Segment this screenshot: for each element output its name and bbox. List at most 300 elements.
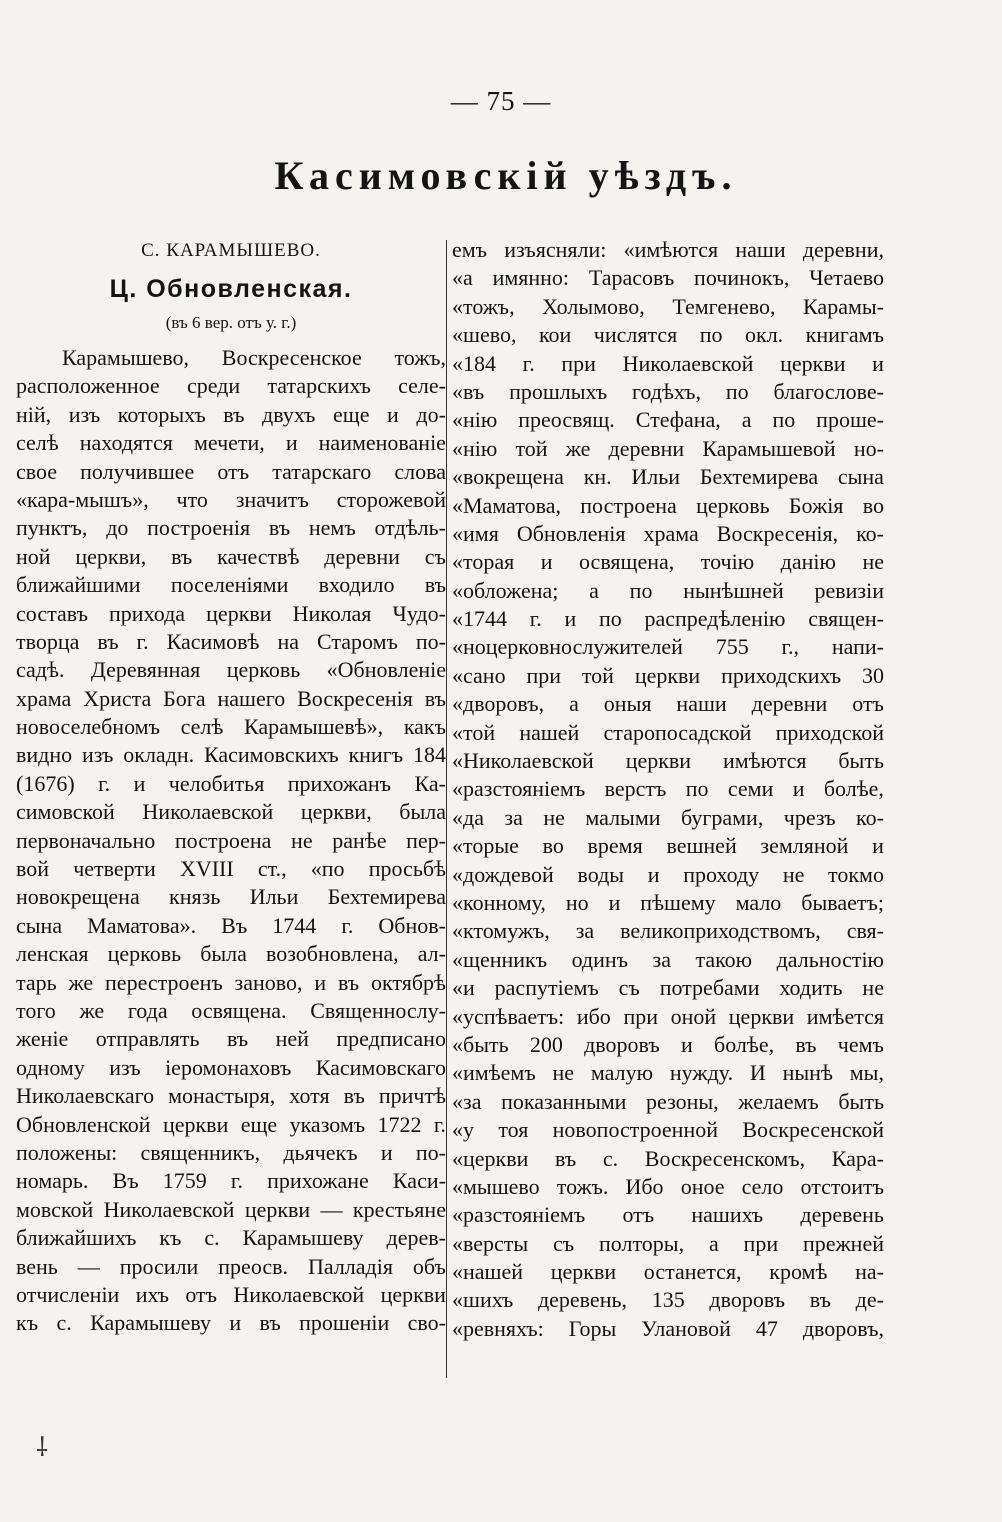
text-word: мало bbox=[735, 889, 782, 915]
text-word: оной bbox=[670, 1003, 717, 1029]
text-word: качествѣ bbox=[217, 543, 300, 569]
text-word: проше- bbox=[816, 407, 884, 433]
text-word: малую bbox=[590, 1060, 654, 1086]
text-word: и bbox=[647, 861, 660, 887]
text-word: симовской bbox=[16, 799, 115, 825]
text-word: пунктъ, bbox=[16, 515, 88, 541]
text-line bbox=[16, 912, 446, 940]
text-word: «щенникъ bbox=[452, 946, 548, 972]
text-word: творца bbox=[16, 628, 80, 654]
text-word: буграми, bbox=[680, 804, 764, 830]
text-word: «тожъ, bbox=[452, 293, 515, 319]
text-word: церкви, bbox=[300, 799, 372, 825]
text-word: Божія bbox=[788, 492, 844, 518]
text-word: Карамы- bbox=[803, 293, 884, 319]
text-word: Карамышеву bbox=[90, 1310, 212, 1336]
text-line bbox=[452, 293, 884, 321]
text-word: сына bbox=[837, 464, 884, 490]
text-word: по bbox=[772, 407, 796, 433]
text-word: построена bbox=[174, 827, 272, 853]
text-word: находятся bbox=[79, 430, 173, 456]
text-word: и bbox=[387, 401, 399, 427]
text-word: прошеніи bbox=[299, 1310, 390, 1336]
text-word: того bbox=[16, 997, 56, 1023]
text-word: (1676) bbox=[16, 770, 75, 796]
text-word: которыхъ bbox=[117, 401, 206, 427]
text-word: «обложена; bbox=[452, 577, 559, 603]
text-word: сына bbox=[16, 912, 63, 938]
text-line bbox=[16, 656, 446, 684]
text-word: церкви bbox=[162, 1111, 229, 1137]
text-word: распутіемъ bbox=[494, 975, 599, 1001]
text-word: предписано bbox=[336, 1026, 446, 1052]
text-word: Тарасовъ bbox=[588, 265, 675, 291]
text-word: «конному, bbox=[452, 889, 546, 915]
text-word: октябрѣ bbox=[371, 969, 446, 995]
text-word: селе- bbox=[398, 373, 446, 399]
text-word: приходской bbox=[775, 719, 884, 745]
text-word: крестьяне bbox=[352, 1196, 446, 1222]
text-line bbox=[16, 1224, 446, 1252]
text-line bbox=[452, 1003, 884, 1031]
text-line bbox=[452, 548, 884, 576]
text-word: отъ bbox=[622, 1202, 655, 1228]
text-word: въ bbox=[268, 515, 291, 541]
text-word: заново, bbox=[234, 969, 303, 995]
column-divider bbox=[446, 240, 447, 1378]
text-word: время bbox=[587, 833, 643, 859]
text-line bbox=[16, 1111, 446, 1139]
text-word: старопосадской bbox=[603, 719, 752, 745]
text-line bbox=[16, 628, 446, 656]
text-word: нынѣ bbox=[782, 1060, 833, 1086]
text-line bbox=[16, 1139, 446, 1167]
text-word: до bbox=[106, 515, 129, 541]
text-word: Воскресенія bbox=[297, 685, 413, 711]
text-word: быть bbox=[838, 1088, 884, 1114]
text-word: четверти bbox=[73, 856, 156, 882]
text-word: Чудо- bbox=[392, 600, 446, 626]
page-title: Касимовскій уѣздъ. bbox=[274, 153, 738, 198]
text-word: церкви, bbox=[75, 543, 147, 569]
text-line bbox=[452, 1116, 884, 1144]
text-word: оное bbox=[680, 1173, 725, 1199]
text-word: новоселебномъ bbox=[16, 714, 160, 740]
text-word: вень bbox=[16, 1253, 58, 1279]
text-line bbox=[452, 378, 884, 406]
text-word: но- bbox=[853, 435, 884, 461]
text-word: одинъ bbox=[571, 946, 629, 972]
text-word: преосвящ. bbox=[518, 407, 615, 433]
text-word: ній, bbox=[16, 401, 52, 427]
text-word: къ bbox=[159, 1225, 182, 1251]
village-heading: С. КАРАМЫШЕВО. bbox=[141, 240, 321, 261]
text-word: церковь bbox=[226, 657, 301, 683]
text-word: въ bbox=[424, 685, 446, 711]
text-line bbox=[452, 435, 884, 463]
text-line bbox=[16, 685, 446, 713]
text-word: съ bbox=[618, 975, 640, 1001]
text-line bbox=[452, 1173, 884, 1201]
text-word: церкви bbox=[634, 662, 701, 688]
text-word: не bbox=[543, 804, 565, 830]
text-word: нашего bbox=[217, 685, 286, 711]
text-word: «Обновленіе bbox=[326, 657, 446, 683]
text-word: ибо bbox=[576, 1003, 611, 1029]
text-word: такою bbox=[695, 946, 753, 972]
text-word: въ bbox=[809, 1287, 831, 1313]
text-word: с. bbox=[56, 1310, 72, 1336]
text-word: кн. bbox=[583, 464, 612, 490]
text-word: мы, bbox=[849, 1060, 884, 1086]
text-word: Ка- bbox=[414, 770, 446, 796]
text-word: числятся bbox=[593, 322, 678, 348]
text-word: по- bbox=[415, 628, 446, 654]
text-word: по bbox=[629, 577, 653, 603]
text-word: монастыря, bbox=[168, 1083, 276, 1109]
text-word: «торая bbox=[452, 549, 515, 575]
text-word: — bbox=[320, 1196, 343, 1222]
text-word: Обновленія bbox=[516, 520, 626, 546]
text-word: дьячекъ bbox=[283, 1139, 358, 1165]
text-word: получившее bbox=[80, 458, 195, 484]
text-word: «кара-мышъ», bbox=[16, 486, 149, 512]
text-line bbox=[452, 406, 884, 434]
text-word: тоя bbox=[498, 1117, 529, 1143]
text-line bbox=[452, 946, 884, 974]
text-word: «а bbox=[452, 265, 473, 291]
text-word: 200 bbox=[529, 1031, 563, 1057]
text-word: деревень bbox=[800, 1202, 884, 1228]
text-word: изъ bbox=[109, 1054, 141, 1080]
text-word: а bbox=[741, 407, 752, 433]
text-word: пер- bbox=[406, 827, 446, 853]
text-word: «да bbox=[452, 804, 484, 830]
text-line bbox=[452, 832, 884, 860]
text-line bbox=[452, 633, 884, 661]
text-word: 184 bbox=[412, 742, 446, 768]
text-word: 1722 bbox=[377, 1111, 422, 1137]
text-word: селѣ bbox=[180, 714, 224, 740]
text-word: имѣется bbox=[806, 1003, 884, 1029]
text-word: номарь. bbox=[16, 1168, 89, 1194]
text-word: года bbox=[127, 997, 168, 1023]
text-word: «сано bbox=[452, 662, 506, 688]
text-word: «ктомужъ, bbox=[452, 918, 550, 944]
text-word: «мышево bbox=[452, 1173, 540, 1199]
text-word: «дворовъ, bbox=[452, 691, 545, 717]
text-word: при bbox=[526, 662, 561, 688]
text-line bbox=[452, 1230, 884, 1258]
text-word: отъ bbox=[852, 691, 884, 717]
text-word: церкви bbox=[728, 1003, 795, 1029]
text-line bbox=[16, 1167, 446, 1195]
text-word: Четаево bbox=[809, 265, 884, 291]
text-word: г., bbox=[781, 634, 800, 660]
text-word: ко- bbox=[856, 804, 884, 830]
text-word: Бехтемирева bbox=[327, 884, 446, 910]
text-word: кои bbox=[538, 322, 572, 348]
text-word: вой bbox=[16, 856, 50, 882]
text-word: деревни, bbox=[802, 237, 884, 262]
text-word: не bbox=[291, 827, 313, 853]
text-word: къ bbox=[16, 1310, 39, 1336]
text-line bbox=[16, 1309, 446, 1337]
text-word: церковь bbox=[696, 492, 770, 518]
text-line bbox=[452, 662, 884, 690]
text-word: Ильи bbox=[249, 884, 299, 910]
text-line bbox=[16, 514, 446, 542]
text-word: дворовъ bbox=[709, 1287, 786, 1313]
text-word: «версты bbox=[452, 1230, 529, 1256]
text-word: тарь bbox=[16, 969, 57, 995]
text-line bbox=[16, 372, 446, 400]
text-word: ревизіи bbox=[814, 577, 884, 603]
text-word: благослове- bbox=[773, 378, 884, 404]
text-word: «въ bbox=[452, 378, 485, 404]
text-word: книгъ bbox=[348, 742, 404, 768]
text-word: свое bbox=[16, 458, 58, 484]
text-word: распредѣленію bbox=[644, 606, 786, 632]
text-word: село bbox=[741, 1173, 784, 1199]
text-word: освящена, bbox=[579, 549, 675, 575]
text-word: сторожевой bbox=[336, 486, 446, 512]
text-line bbox=[16, 770, 446, 798]
text-word: «дождевой bbox=[452, 861, 554, 887]
text-word: имѣются bbox=[722, 748, 807, 774]
text-word: — bbox=[77, 1253, 100, 1279]
text-word: первоначально bbox=[16, 827, 156, 853]
text-line bbox=[16, 429, 446, 457]
text-word: а bbox=[589, 577, 599, 603]
text-word: и bbox=[540, 549, 553, 575]
text-word: «той bbox=[452, 719, 496, 745]
text-line bbox=[16, 344, 446, 372]
text-word: положены: bbox=[16, 1139, 118, 1165]
text-word: новопостроенной bbox=[552, 1117, 718, 1143]
text-word: перестроенъ bbox=[105, 969, 223, 995]
text-line bbox=[452, 1031, 884, 1059]
text-word: по- bbox=[415, 1139, 446, 1165]
text-word: въ bbox=[223, 401, 245, 427]
text-word: Темгенево, bbox=[672, 293, 776, 319]
text-word: отдѣль- bbox=[374, 515, 446, 541]
text-word: Обновленской bbox=[16, 1111, 151, 1137]
text-word: Воскресенской bbox=[742, 1117, 884, 1143]
text-word: за bbox=[575, 918, 595, 944]
text-word: дерев- bbox=[386, 1225, 446, 1251]
text-line bbox=[452, 321, 884, 349]
text-word: причтѣ bbox=[378, 1083, 446, 1109]
text-line bbox=[452, 889, 884, 917]
text-word: церкви bbox=[625, 748, 692, 774]
text-word: ближайшими bbox=[16, 572, 141, 598]
text-line bbox=[452, 861, 884, 889]
text-word: по bbox=[598, 606, 622, 632]
text-word: еще bbox=[332, 401, 370, 427]
text-word: полторы, bbox=[599, 1230, 685, 1256]
text-word: татарскаго bbox=[272, 458, 372, 484]
text-word: «торые bbox=[452, 833, 519, 859]
text-line bbox=[452, 747, 884, 775]
text-word: г. bbox=[98, 770, 111, 796]
text-word: болѣе, bbox=[714, 1031, 775, 1057]
text-word: Въ bbox=[112, 1168, 139, 1194]
text-word: Николаевской bbox=[103, 1196, 235, 1222]
text-word: ранѣе bbox=[332, 827, 387, 853]
text-word: Деревянная bbox=[90, 657, 201, 683]
text-word: свя- bbox=[846, 918, 884, 944]
text-line bbox=[16, 543, 446, 571]
text-word: составъ bbox=[16, 600, 88, 626]
text-word: немъ bbox=[308, 515, 356, 541]
text-word: челобитья bbox=[168, 770, 265, 796]
text-word: по bbox=[725, 378, 749, 404]
text-line bbox=[16, 486, 446, 514]
text-word: Карамышево, bbox=[62, 345, 190, 370]
text-word: «у bbox=[452, 1117, 474, 1143]
text-word: а bbox=[569, 691, 579, 717]
text-word: во bbox=[542, 833, 564, 859]
text-word: въ bbox=[226, 1026, 249, 1052]
text-word: женіе bbox=[16, 1026, 69, 1052]
text-word: данію bbox=[780, 549, 836, 575]
text-word: Николаевской bbox=[142, 799, 274, 825]
text-word: Карамышеву bbox=[242, 1225, 364, 1251]
text-line bbox=[16, 827, 446, 855]
text-line bbox=[452, 463, 884, 491]
text-word: и bbox=[680, 1031, 693, 1057]
text-word: въ bbox=[424, 572, 446, 598]
text-line bbox=[452, 492, 884, 520]
text-word: татарскихъ bbox=[267, 373, 371, 399]
text-word: быть bbox=[838, 748, 884, 774]
text-line bbox=[16, 713, 446, 741]
text-word: бываетъ; bbox=[801, 889, 884, 915]
text-line bbox=[452, 917, 884, 945]
text-word: кромѣ bbox=[769, 1259, 828, 1285]
text-word: «Николаевской bbox=[452, 748, 594, 774]
text-word: освящена. bbox=[191, 997, 287, 1023]
text-word: одному bbox=[16, 1054, 85, 1080]
text-word: указомъ bbox=[289, 1111, 366, 1137]
text-word: Ильи bbox=[631, 464, 681, 490]
text-word: «имѣются bbox=[623, 237, 719, 262]
text-word: Николаевскаго bbox=[16, 1083, 155, 1109]
text-word: прихода bbox=[109, 600, 186, 626]
text-word: прихожане bbox=[267, 1168, 369, 1194]
text-line bbox=[452, 1201, 884, 1229]
text-word: «шево, bbox=[452, 322, 517, 348]
text-word: во bbox=[862, 492, 884, 518]
text-word: мовской bbox=[16, 1196, 94, 1222]
text-line bbox=[452, 1059, 884, 1087]
text-line bbox=[16, 1082, 446, 1110]
text-word: селѣ bbox=[16, 430, 59, 456]
text-word: изъ bbox=[68, 401, 101, 427]
text-word: и bbox=[872, 833, 884, 859]
text-word: 1759 bbox=[162, 1168, 207, 1194]
text-word: чрезъ bbox=[783, 804, 836, 830]
text-word: еще bbox=[240, 1111, 278, 1137]
text-word: тожъ. bbox=[556, 1173, 609, 1199]
text-word: Воскресенія, bbox=[716, 520, 839, 546]
text-word: и bbox=[229, 1310, 242, 1336]
text-word: верстъ bbox=[604, 776, 667, 802]
text-word: при bbox=[743, 1230, 779, 1256]
text-line bbox=[452, 605, 884, 633]
text-word: князь bbox=[169, 884, 221, 910]
text-word: по bbox=[699, 322, 723, 348]
text-word: Обнов- bbox=[378, 912, 446, 938]
text-word: чемъ bbox=[837, 1031, 884, 1057]
text-line bbox=[452, 974, 884, 1002]
text-word: прихожанъ bbox=[287, 770, 392, 796]
text-word: и bbox=[792, 776, 805, 802]
text-word: построенія bbox=[147, 515, 251, 541]
text-word: отъ bbox=[217, 458, 250, 484]
text-line bbox=[452, 1315, 884, 1343]
text-word: ко- bbox=[856, 520, 884, 546]
text-word: Николая bbox=[292, 600, 372, 626]
text-line bbox=[16, 1281, 446, 1309]
text-word: Стефана, bbox=[635, 407, 721, 433]
text-line bbox=[452, 350, 884, 378]
text-line bbox=[452, 1258, 884, 1286]
text-word: напи- bbox=[831, 634, 884, 660]
text-word: преосв. bbox=[218, 1253, 289, 1279]
text-word: деревни bbox=[751, 691, 828, 717]
text-line bbox=[16, 571, 446, 599]
text-word: желаемъ bbox=[738, 1088, 819, 1114]
text-word: деревни bbox=[608, 435, 685, 461]
text-word: «успѣваетъ: bbox=[452, 1003, 565, 1029]
text-word: «нію bbox=[452, 407, 498, 433]
text-word: дворовъ bbox=[584, 1031, 660, 1057]
text-word: церкви bbox=[380, 1281, 446, 1307]
text-word: с. bbox=[204, 1225, 220, 1251]
text-word: приходскихъ bbox=[721, 662, 842, 688]
text-word: просьбѣ bbox=[368, 856, 446, 882]
text-line bbox=[16, 883, 446, 911]
text-word: Священнослу- bbox=[310, 997, 446, 1023]
text-word: «1744 bbox=[452, 606, 507, 632]
text-line bbox=[16, 1253, 446, 1281]
text-word: ней bbox=[275, 1026, 309, 1052]
text-word: Въ bbox=[221, 912, 248, 938]
text-word: не bbox=[862, 975, 884, 1001]
text-word: земляной bbox=[760, 833, 849, 859]
text-word: «имѣемъ bbox=[452, 1060, 536, 1086]
text-word: значитъ bbox=[235, 486, 309, 512]
text-word: емъ bbox=[452, 237, 488, 262]
text-word: Карамышевой bbox=[702, 435, 836, 461]
text-word: «и bbox=[452, 975, 475, 1001]
text-word: церкви bbox=[206, 600, 272, 626]
text-word: а bbox=[708, 1230, 719, 1256]
distance-note: (въ 6 вер. отъ у. г.) bbox=[165, 313, 297, 332]
text-line bbox=[16, 1054, 446, 1082]
text-word: іеромонаховъ bbox=[165, 1054, 292, 1080]
text-word: храма bbox=[643, 520, 699, 546]
text-word: церкви bbox=[550, 1259, 617, 1285]
right-column bbox=[452, 236, 884, 1343]
text-word: среди bbox=[186, 373, 241, 399]
text-line bbox=[16, 997, 446, 1025]
text-line bbox=[452, 1088, 884, 1116]
text-word: ихъ bbox=[135, 1281, 169, 1307]
text-word: Николаевской bbox=[233, 1281, 365, 1307]
